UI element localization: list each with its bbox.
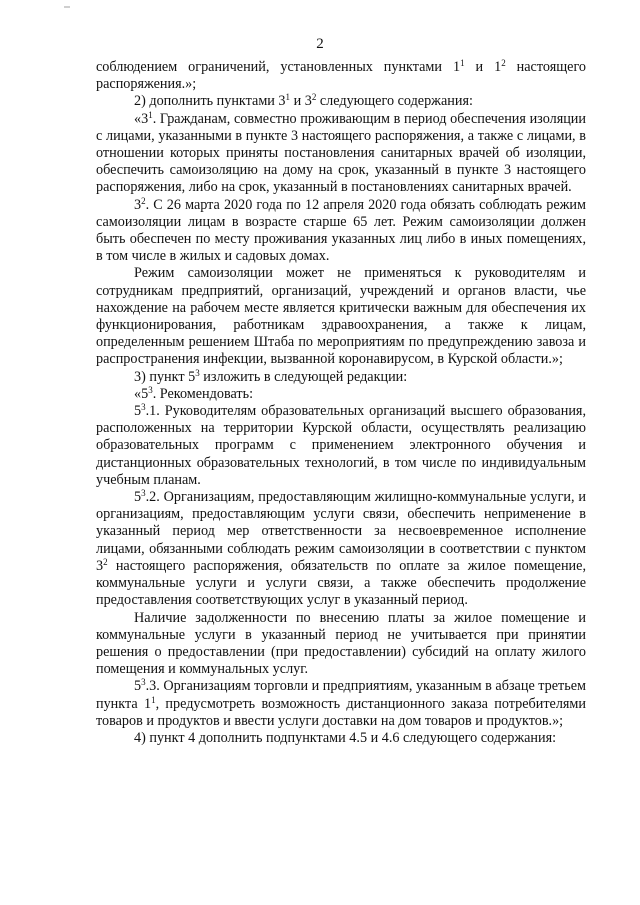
superscript: 1 (148, 109, 153, 120)
superscript: 3 (141, 677, 146, 688)
text-run: .2. Организациям, предоставляющим жилищно-коммунальные услуги, и организациям, предоставляющим услуги связи, обеспечить неприменение в указанный период мер ответственности за несвоевременное исполнение лицами, обязанными соблюдать режим самоизоляции в соответствии с пунктом 3 (96, 489, 586, 574)
text-run: , предусмотреть возможность дистанционного заказа потребителями товаров и продуктов и ввести услуги доставки на дом товаров и продуктов.»; (96, 695, 586, 729)
text-run: Наличие задолженности по внесению платы за жилое помещение и коммунальные услуги в указанный период не учитывается при принятии решения о предоставлении (при предоставлении) субсидий на оплату жилого помещения и коммунальных услуг. (96, 609, 586, 678)
paragraph (96, 610, 586, 679)
text-run: и 3 (290, 93, 312, 110)
paragraph (96, 265, 586, 368)
superscript: 3 (141, 488, 146, 499)
paragraph (96, 59, 586, 93)
text-run: следующего содержания: (316, 93, 473, 110)
paragraph (96, 730, 586, 747)
text-run: настоящего распоряжения, обязательств по оплате за жилое помещение, коммунальные услуги и услуги связи, а также обеспечить продолжение предоставления соответствующих услуг в указанный период. (96, 557, 586, 609)
superscript: 1 (151, 694, 156, 705)
paragraph (96, 369, 586, 386)
superscript: 2 (501, 58, 506, 68)
text-run: 5 (134, 489, 142, 506)
page-number: 2 (316, 36, 324, 52)
paragraph (96, 489, 586, 609)
superscript: 1 (460, 58, 465, 68)
text-run: . Гражданам, совместно проживающим в период обеспечения изоляции с лицами, указанными в пункте 3 настоящего распоряжения, а также с лицами, в отношении которых приняты постановления санитарных врачей об изоляции, обеспечить самоизоляцию на дому на срок, указанный в пункте 3 настоящего распоряжения, либо на срок, указанный в постановлениях санитарных врачей. (96, 110, 586, 196)
text-run: .1. Руководителям образовательных организаций высшего образования, расположенных на территории Курской области, осуществлять реализацию образовательных программ с применением электронного обучения и дистанционных образовательных технологий, в том числе по индивидуальным учебным планам. (96, 403, 586, 488)
text-run: .3. Организациям торговли и предприятиям, указанным в абзаце третьем пункта 1 (96, 678, 586, 712)
superscript: 2 (103, 556, 108, 567)
paragraph (96, 678, 586, 730)
paragraph (96, 111, 586, 197)
text-run: и 1 (464, 59, 502, 75)
superscript: 3 (148, 384, 153, 395)
superscript: 3 (141, 402, 146, 413)
text-run: «3 (134, 110, 149, 127)
paragraph (96, 403, 586, 489)
text-run: Режим самоизоляции может не применяться к руководителям и сотрудникам предприятий, организаций, учреждений и органов власти, чье нахождение на рабочем месте является критически важным для обеспечения их функционирования, работникам здравоохранения, а также к лицам, определенным решением Штаба по мероприятиям по предупреждению завоза и распространения инфекции, вызванной коронавирусом, в Курской области.»; (96, 265, 586, 368)
superscript: 2 (141, 195, 146, 206)
paragraph (96, 93, 586, 110)
text-run: 5 (134, 403, 142, 420)
text-run: соблюдением ограничений, установленных пунктами 1 (96, 59, 461, 75)
text-run: 5 (134, 678, 142, 695)
text-run: 4) пункт 4 дополнить подпунктами 4.5 и 4.6 следующего содержания: (134, 729, 557, 746)
text-run: 3) пункт 5 (134, 368, 196, 385)
superscript: 1 (285, 92, 291, 103)
superscript: 3 (195, 367, 200, 378)
superscript: 2 (311, 92, 317, 103)
text-run: 2) дополнить пунктами 3 (134, 93, 286, 110)
scan-speck (64, 6, 70, 8)
text-run: . Рекомендовать: (152, 385, 254, 402)
text-run: 3 (134, 196, 142, 213)
text-run: изложить в следующей редакции: (199, 368, 408, 385)
text-run: «5 (134, 385, 149, 402)
text-run: настоящего распоряжения.»; (96, 59, 586, 93)
paragraph (96, 197, 586, 266)
document-body (96, 59, 586, 747)
text-run: . С 26 марта 2020 года по 12 апреля 2020 года обязать соблюдать режим самоизоляции лицам в возрасте старше 65 лет. Режим самоизоляции должен быть обеспечен по месту проживания указанных лиц либо в иных помещениях, в том числе в жилых и садовых домах. (96, 196, 586, 265)
paragraph (96, 386, 586, 403)
